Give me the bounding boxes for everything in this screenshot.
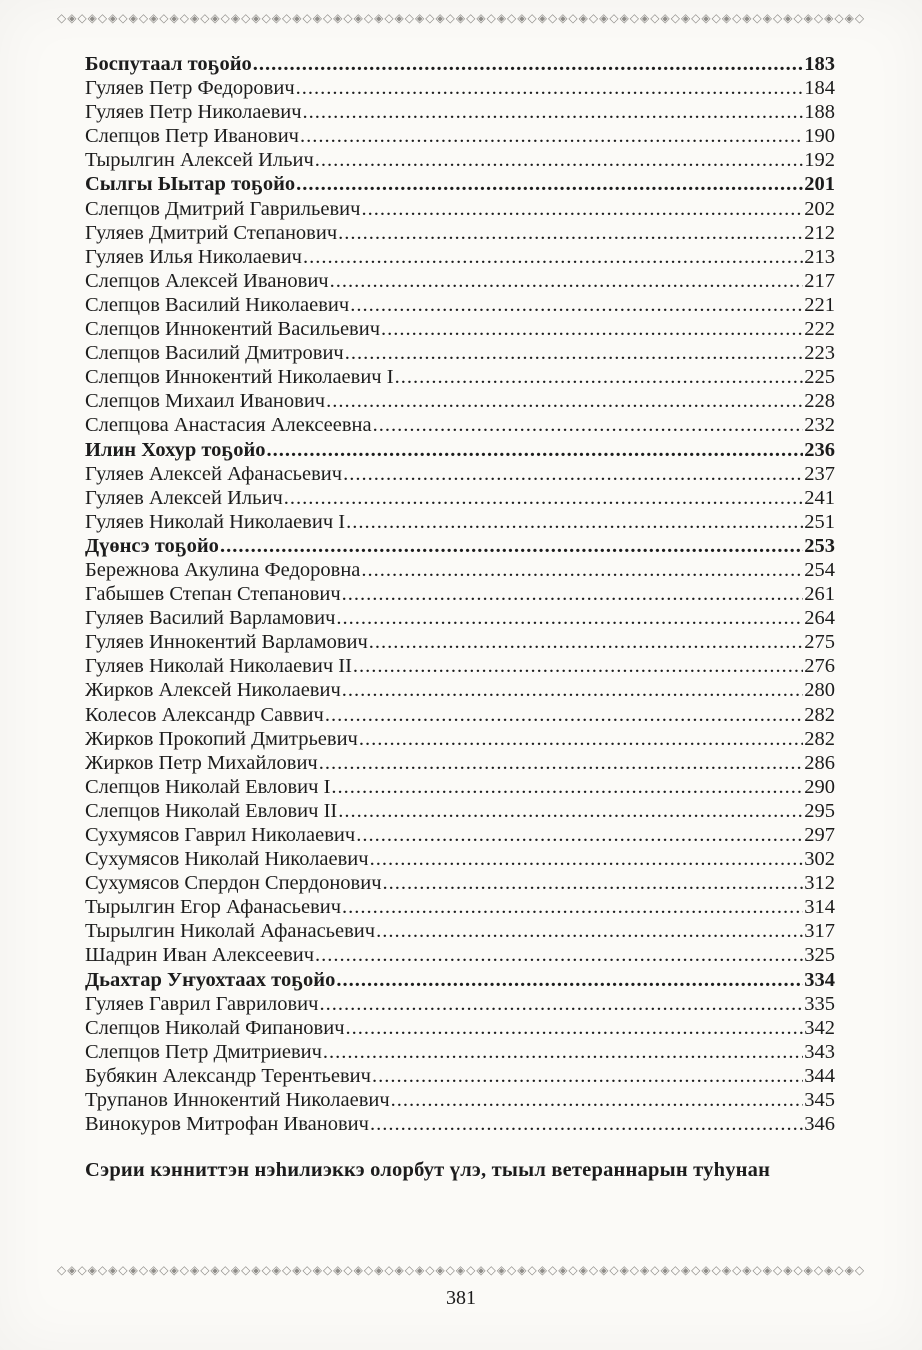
toc-entry-page: 236 bbox=[804, 438, 835, 461]
toc-entry bbox=[85, 365, 835, 389]
toc-entry-title: Тырылгин Егор Афанасьевич bbox=[85, 896, 342, 919]
toc-entry-title: Слепцов Николай Евлович I bbox=[85, 775, 331, 798]
dot-leader bbox=[369, 630, 803, 654]
dot-leader bbox=[383, 871, 804, 895]
toc-entry-title: Слепцов Михаил Иванович bbox=[85, 390, 326, 413]
toc-entry-page: 335 bbox=[804, 992, 835, 1015]
toc-entry-title: Слепцов Николай Фипанович bbox=[85, 1016, 345, 1039]
toc-entry-title: Гуляев Дмитрий Степанович bbox=[85, 221, 338, 244]
dot-leader bbox=[346, 510, 803, 534]
dot-leader bbox=[345, 341, 804, 365]
dot-leader bbox=[373, 413, 804, 437]
toc-entry-title: Гуляев Иннокентий Варламович bbox=[85, 631, 368, 654]
toc-entry bbox=[85, 630, 835, 654]
dot-leader bbox=[395, 365, 804, 389]
toc-entry-page: 221 bbox=[804, 293, 835, 316]
toc-entry bbox=[85, 582, 835, 606]
dot-leader bbox=[296, 172, 803, 196]
toc-entry-title: Сухумясов Николай Николаевич bbox=[85, 848, 369, 871]
toc-entry-title: Тырылгин Николай Афанасьевич bbox=[85, 920, 376, 943]
toc-entry-title: Сухумясов Спердон Спердонович bbox=[85, 872, 382, 895]
toc-entry-page: 297 bbox=[804, 824, 835, 846]
toc-entry bbox=[85, 799, 835, 823]
toc-entry bbox=[85, 943, 835, 967]
toc-entry bbox=[85, 438, 835, 462]
dot-leader bbox=[267, 438, 804, 462]
toc-entry-page: 264 bbox=[804, 607, 835, 630]
dot-leader bbox=[342, 582, 804, 606]
toc-entry bbox=[85, 654, 835, 678]
toc-entry bbox=[85, 510, 835, 534]
toc-entry-title: Слепцов Иннокентий Васильевич bbox=[85, 318, 381, 341]
dot-leader bbox=[370, 1112, 803, 1136]
toc-entry bbox=[85, 389, 835, 413]
toc-entry bbox=[85, 727, 835, 751]
table-of-contents bbox=[85, 52, 835, 1183]
toc-entry bbox=[85, 919, 835, 943]
toc-entry-page: 222 bbox=[804, 318, 835, 341]
dot-leader bbox=[361, 197, 803, 221]
toc-entry-page: 241 bbox=[804, 486, 835, 509]
toc-entry-title: Гуляев Николай Николаевич I bbox=[85, 510, 346, 533]
dot-leader bbox=[381, 317, 803, 341]
dot-leader bbox=[359, 727, 803, 751]
toc-entry-page: 228 bbox=[804, 390, 835, 413]
toc-entry-page: 184 bbox=[804, 77, 835, 100]
toc-entry-title: Винокуров Митрофан Иванович bbox=[85, 1113, 369, 1136]
toc-entry bbox=[85, 1016, 835, 1040]
toc-entry-page: 253 bbox=[804, 534, 835, 557]
dot-leader bbox=[342, 678, 804, 702]
dot-leader bbox=[253, 52, 803, 76]
toc-entry-page: 290 bbox=[804, 775, 835, 798]
toc-entry-page: 251 bbox=[804, 510, 835, 533]
toc-entry-title: Дьахтар Уҥуохтаах тоҕойо bbox=[85, 968, 336, 991]
toc-entry-title: Гуляев Алексей Ильич bbox=[85, 486, 283, 509]
toc-entry-title: Жирков Алексей Николаевич bbox=[85, 679, 341, 702]
dot-leader bbox=[331, 775, 803, 799]
dot-leader bbox=[376, 919, 803, 943]
toc-entry bbox=[85, 52, 835, 76]
toc-entry-title: Бережнова Акулина Федоровна bbox=[85, 558, 361, 581]
toc-entry-title: Гуляев Илья Николаевич bbox=[85, 245, 302, 268]
toc-entry-page: 201 bbox=[804, 173, 835, 196]
toc-entry-page: 346 bbox=[804, 1113, 835, 1136]
toc-entry-title: Габышев Степан Степанович bbox=[85, 583, 341, 606]
page-number: 381 bbox=[446, 1287, 476, 1309]
dot-leader bbox=[370, 847, 804, 871]
toc-entry bbox=[85, 992, 835, 1016]
toc-entry-page: 334 bbox=[804, 968, 835, 991]
dot-leader bbox=[220, 534, 803, 558]
toc-entry-page: 237 bbox=[804, 462, 835, 485]
toc-entry-title: Боспутаал тоҕойо bbox=[85, 53, 252, 75]
toc-entry bbox=[85, 1112, 835, 1136]
dot-leader bbox=[303, 100, 804, 124]
toc-entry-page: 343 bbox=[804, 1040, 835, 1063]
toc-entry bbox=[85, 197, 835, 221]
toc-entry-title: Гуляев Гаврил Гаврилович bbox=[85, 992, 319, 1015]
dot-leader bbox=[284, 486, 803, 510]
toc-entry bbox=[85, 486, 835, 510]
toc-entry-title: Жирков Прокопий Дмитрьевич bbox=[85, 727, 358, 750]
toc-entry bbox=[85, 462, 835, 486]
toc-entry-page: 282 bbox=[804, 727, 835, 750]
toc-entry-title: Илин Хохур тоҕойо bbox=[85, 438, 266, 461]
toc-entry-page: 261 bbox=[804, 583, 835, 606]
dot-leader bbox=[336, 606, 803, 630]
toc-entry bbox=[85, 76, 835, 100]
toc-entry-page: 282 bbox=[804, 703, 835, 726]
toc-entry-page: 280 bbox=[804, 679, 835, 702]
dot-leader bbox=[319, 992, 803, 1016]
toc-entry-page: 217 bbox=[804, 269, 835, 292]
dot-leader bbox=[338, 221, 803, 245]
toc-entry-page: 183 bbox=[804, 53, 835, 75]
toc-entry bbox=[85, 606, 835, 630]
toc-entry-page: 275 bbox=[804, 631, 835, 654]
toc-entry bbox=[85, 124, 835, 148]
toc-entry-page: 286 bbox=[804, 751, 835, 774]
toc-entry bbox=[85, 895, 835, 919]
toc-entry bbox=[85, 775, 835, 799]
toc-entry-page: 192 bbox=[804, 149, 835, 172]
toc-entry bbox=[85, 100, 835, 124]
toc-entry-title: Дүөнсэ тоҕойо bbox=[85, 534, 219, 557]
toc-entry-title: Жирков Петр Михайлович bbox=[85, 751, 318, 774]
toc-entry-page: 223 bbox=[804, 342, 835, 365]
dot-leader bbox=[319, 751, 804, 775]
toc-entry-title: Сылгы Ыытар тоҕойо bbox=[85, 173, 296, 196]
toc-entry bbox=[85, 871, 835, 895]
dot-leader bbox=[323, 1040, 803, 1064]
dot-leader bbox=[325, 703, 803, 727]
toc-entry bbox=[85, 823, 835, 847]
toc-entry-title: Слепцов Николай Евлович II bbox=[85, 799, 338, 822]
dot-leader bbox=[326, 389, 803, 413]
toc-entry-title: Гуляев Алексей Афанасьевич bbox=[85, 462, 343, 485]
toc-entry-title: Трупанов Иннокентий Николаевич bbox=[85, 1089, 390, 1112]
toc-entry-page: 254 bbox=[804, 558, 835, 581]
toc-entry bbox=[85, 148, 835, 172]
toc-entry bbox=[85, 534, 835, 558]
toc-entry-page: 188 bbox=[804, 101, 835, 124]
dot-leader bbox=[338, 799, 803, 823]
toc-entry-page: 212 bbox=[804, 221, 835, 244]
toc-entry-page: 213 bbox=[804, 245, 835, 268]
ornament-border-top bbox=[57, 12, 865, 25]
toc-entry-page: 325 bbox=[804, 944, 835, 967]
dot-leader bbox=[356, 823, 803, 847]
toc-entry-title: Бубякин Александр Терентьевич bbox=[85, 1064, 371, 1087]
dot-leader bbox=[361, 558, 803, 582]
toc-entry-title: Слепцов Алексей Иванович bbox=[85, 269, 329, 292]
toc-entry-title: Тырылгин Алексей Ильич bbox=[85, 149, 314, 172]
toc-entry bbox=[85, 558, 835, 582]
dot-leader bbox=[343, 462, 803, 486]
toc-entry-page: 314 bbox=[804, 896, 835, 919]
toc-entry-page: 225 bbox=[804, 366, 835, 389]
toc-entry-page: 302 bbox=[804, 848, 835, 871]
toc-entry-title: Слепцов Иннокентий Николаевич I bbox=[85, 366, 394, 389]
toc-entry-page: 276 bbox=[804, 655, 835, 678]
toc-entry bbox=[85, 1040, 835, 1064]
toc-entry bbox=[85, 245, 835, 269]
dot-leader bbox=[342, 895, 803, 919]
toc-entry-title: Слепцов Василий Николаевич bbox=[85, 293, 350, 316]
dot-leader bbox=[391, 1088, 804, 1112]
dot-leader bbox=[300, 124, 803, 148]
toc-entry-page: 202 bbox=[804, 197, 835, 220]
dot-leader bbox=[372, 1064, 803, 1088]
toc-entry-page: 317 bbox=[804, 920, 835, 943]
toc-list bbox=[85, 52, 835, 1136]
toc-entry-title: Сухумясов Гаврил Николаевич bbox=[85, 824, 356, 846]
toc-entry bbox=[85, 172, 835, 196]
toc-entry-page: 190 bbox=[804, 125, 835, 148]
toc-entry-title: Колесов Александр Саввич bbox=[85, 703, 324, 726]
toc-entry bbox=[85, 317, 835, 341]
dot-leader bbox=[336, 968, 803, 992]
toc-entry-title: Слепцов Дмитрий Гаврильевич bbox=[85, 197, 361, 220]
toc-entry-page: 345 bbox=[804, 1089, 835, 1112]
dot-leader bbox=[350, 293, 803, 317]
toc-entry bbox=[85, 413, 835, 437]
toc-entry bbox=[85, 293, 835, 317]
toc-entry-page: 312 bbox=[804, 872, 835, 895]
dot-leader bbox=[330, 269, 804, 293]
dot-leader bbox=[303, 245, 803, 269]
toc-entry-title: Гуляев Петр Николаевич bbox=[85, 101, 302, 124]
toc-entry bbox=[85, 678, 835, 702]
toc-entry bbox=[85, 341, 835, 365]
toc-entry bbox=[85, 269, 835, 293]
dot-leader bbox=[315, 943, 803, 967]
dot-leader bbox=[346, 1016, 804, 1040]
toc-entry-title: Шадрин Иван Алексеевич bbox=[85, 944, 315, 967]
toc-entry-title: Гуляев Николай Николаевич II bbox=[85, 655, 352, 678]
toc-entry-page: 342 bbox=[804, 1016, 835, 1039]
closing-line: Сэрии кэнниттэн нэһилиэккэ олорбут үлэ, тыыл ветераннарын туһунан bbox=[85, 1159, 771, 1182]
dot-leader bbox=[296, 76, 804, 100]
toc-entry bbox=[85, 751, 835, 775]
ornament-border-bottom bbox=[57, 1264, 865, 1277]
toc-entry-page: 295 bbox=[804, 799, 835, 822]
dot-leader bbox=[353, 654, 803, 678]
toc-entry bbox=[85, 1088, 835, 1112]
toc-entry-page: 232 bbox=[804, 414, 835, 437]
toc-entry bbox=[85, 968, 835, 992]
toc-entry-page: 344 bbox=[804, 1064, 835, 1087]
dot-leader bbox=[315, 148, 803, 172]
toc-entry-title: Гуляев Василий Варламович bbox=[85, 607, 336, 630]
toc-entry bbox=[85, 847, 835, 871]
toc-entry-title: Слепцов Василий Дмитрович bbox=[85, 342, 344, 365]
toc-entry-title: Слепцова Анастасия Алексеевна bbox=[85, 414, 372, 437]
toc-entry bbox=[85, 221, 835, 245]
toc-entry bbox=[85, 703, 835, 727]
toc-entry-title: Слепцов Петр Иванович bbox=[85, 125, 299, 148]
toc-entry bbox=[85, 1064, 835, 1088]
toc-entry-title: Гуляев Петр Федорович bbox=[85, 77, 295, 100]
toc-entry-title: Слепцов Петр Дмитриевич bbox=[85, 1040, 322, 1063]
